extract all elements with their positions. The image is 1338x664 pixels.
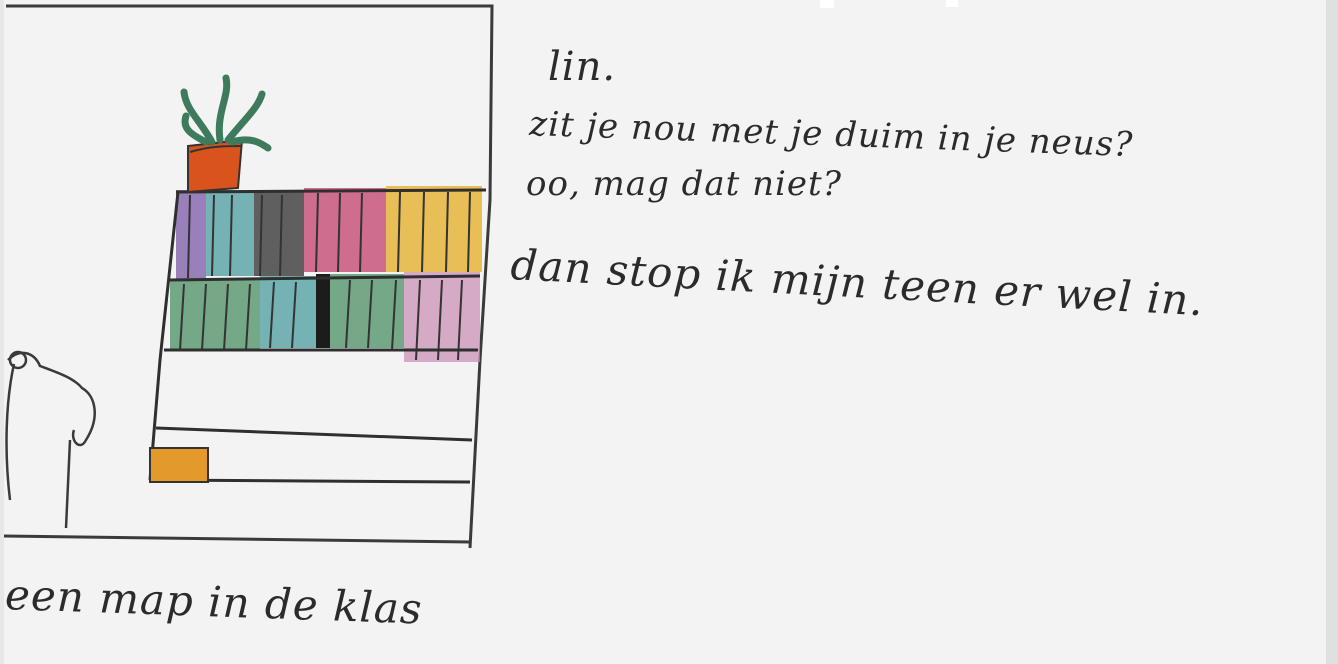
paper-edge-left	[0, 0, 4, 664]
note-line-2: zit je nou met je duim in je neus?	[528, 104, 1134, 166]
drawing-caption: een map in de klas	[4, 570, 424, 634]
paper-shadow-right	[1326, 0, 1338, 664]
note-line-4: dan stop ik mijn teen er wel in.	[509, 240, 1205, 326]
note-line-3: oo, mag dat niet?	[526, 164, 842, 204]
orange-box	[150, 448, 208, 482]
note-line-1: lin.	[548, 44, 617, 90]
